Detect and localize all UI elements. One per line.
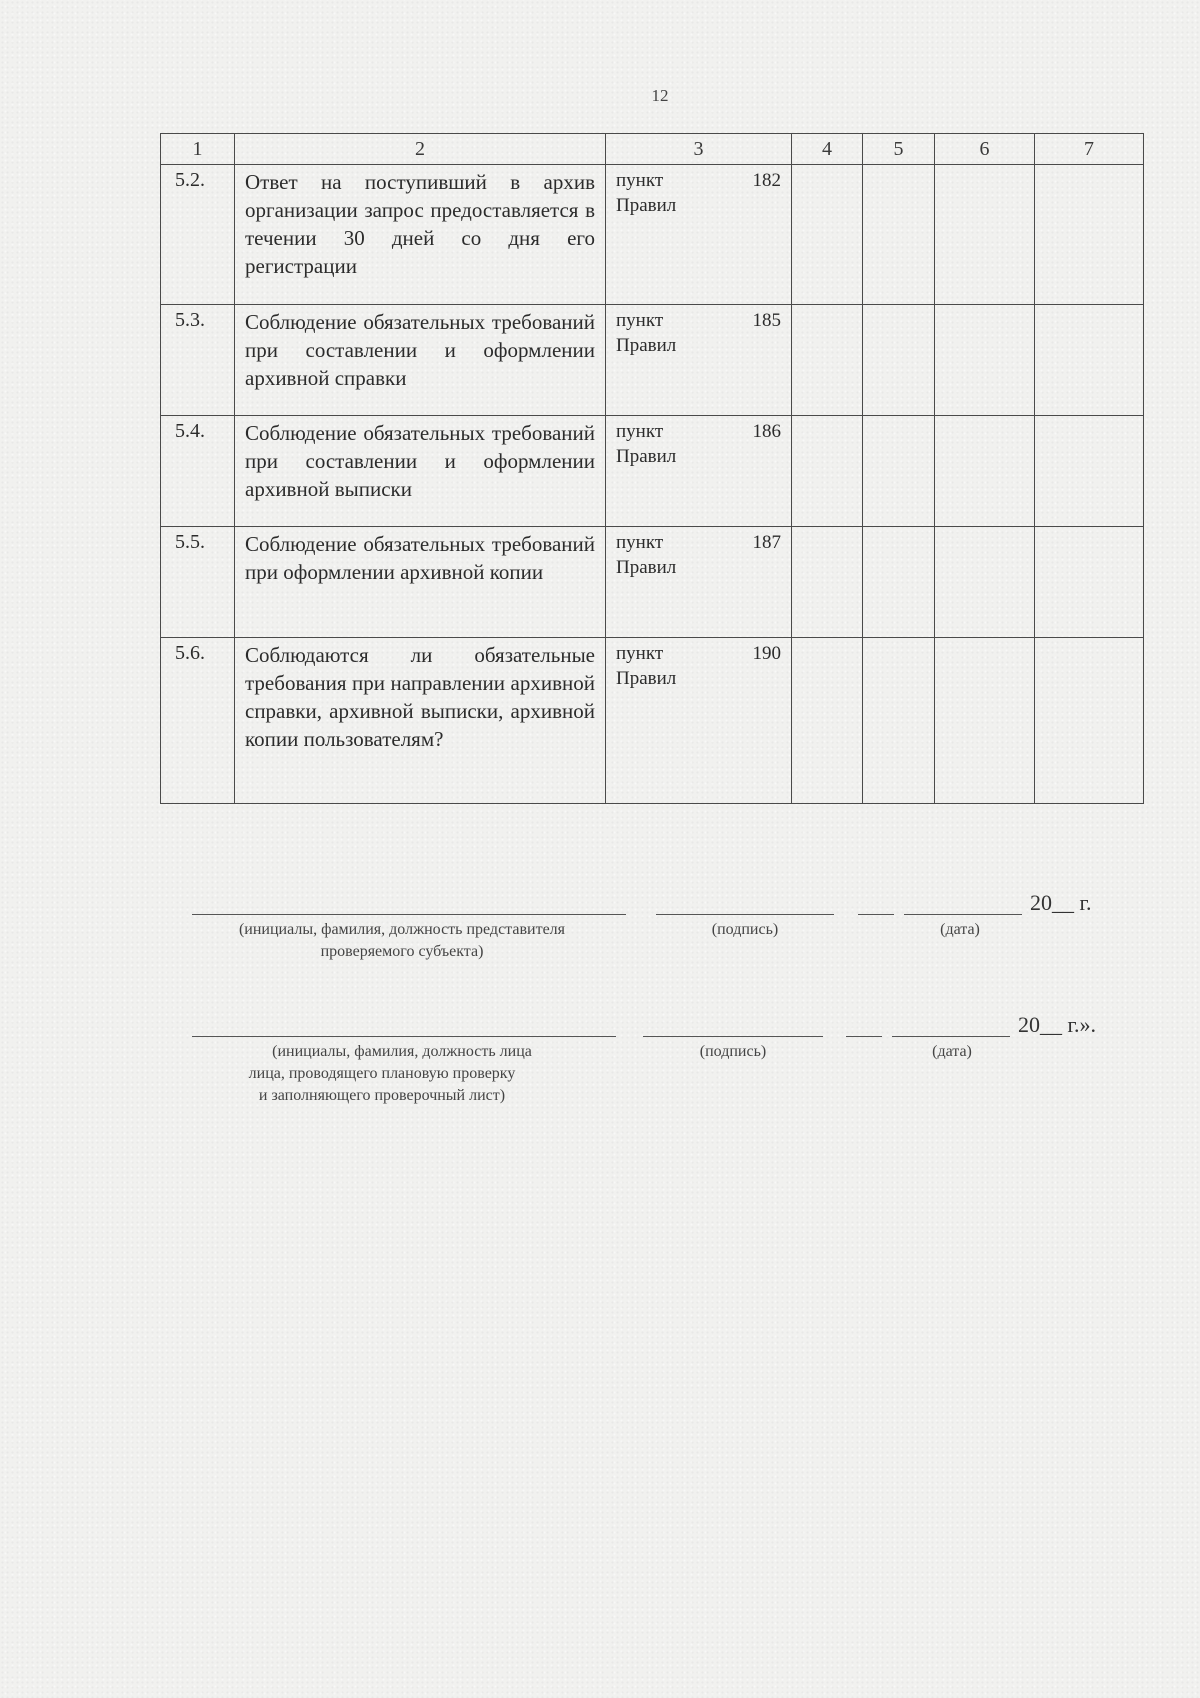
name-caption: (инициалы, фамилия, должность лица [272, 1043, 532, 1060]
table-row [161, 416, 1144, 527]
answer-cell [1035, 527, 1144, 638]
month-line [904, 914, 1022, 915]
reference-cell [606, 638, 792, 804]
reference-number: 190 [752, 643, 781, 664]
date-caption: (дата) [940, 921, 980, 938]
answer-cell [1035, 165, 1144, 305]
reference-word: пункт [616, 310, 664, 331]
month-line [892, 1036, 1010, 1037]
requirement-text: Соблюдение обязательных требований при оформлении архивной копии [235, 527, 606, 638]
answer-cell [792, 305, 863, 416]
answer-cell [792, 527, 863, 638]
table-row [161, 165, 1144, 305]
answer-cell [792, 416, 863, 527]
date-caption: (дата) [932, 1043, 972, 1060]
item-number: 5.5. [161, 527, 235, 638]
reference-cell [606, 305, 792, 416]
answer-cell [863, 416, 935, 527]
item-number: 5.2. [161, 165, 235, 305]
reference-number: 186 [752, 421, 781, 442]
answer-cell [1035, 416, 1144, 527]
signature-caption: (подпись) [711, 921, 779, 938]
signature-caption: (подпись) [699, 1043, 767, 1060]
reference-cell [606, 527, 792, 638]
reference-number: 187 [752, 532, 781, 553]
requirement-text: Соблюдение обязательных требований при составлении и оформлении архивной справки [235, 305, 606, 416]
reference-number: 185 [752, 310, 781, 331]
answer-cell [863, 527, 935, 638]
item-number: 5.6. [161, 638, 235, 804]
header-cell: 7 [1035, 134, 1144, 165]
page-number: 12 [651, 86, 669, 105]
reference-cell [606, 165, 792, 305]
reference-document: Правил [616, 335, 677, 356]
name-caption: и заполняющего проверочный лист) [258, 1087, 506, 1104]
reference-word: пункт [616, 643, 664, 664]
item-number: 5.3. [161, 305, 235, 416]
answer-cell [1035, 638, 1144, 804]
answer-cell [863, 305, 935, 416]
reference-document: Правил [616, 195, 677, 216]
answer-cell [935, 638, 1035, 804]
year-text: 20__ г. [1030, 890, 1092, 915]
answer-cell [935, 416, 1035, 527]
day-line [858, 914, 894, 915]
reference-document: Правил [616, 668, 677, 689]
signature-line [656, 914, 834, 915]
name-caption: проверяемого субъекта) [320, 943, 484, 960]
table-row [161, 638, 1144, 804]
item-number: 5.4. [161, 416, 235, 527]
answer-cell [935, 527, 1035, 638]
answer-cell [935, 305, 1035, 416]
header-cell: 5 [863, 134, 935, 165]
reference-cell [606, 416, 792, 527]
answer-cell [792, 165, 863, 305]
signature-line [643, 1036, 823, 1037]
answer-cell [863, 165, 935, 305]
table-row [161, 527, 1144, 638]
requirement-text: Соблюдение обязательных требований при составлении и оформлении архивной выписки [235, 416, 606, 527]
name-line [192, 914, 626, 915]
day-line [846, 1036, 882, 1037]
checklist-table [160, 133, 1144, 804]
answer-cell [935, 165, 1035, 305]
header-row [161, 134, 1144, 165]
name-caption: лица, проводящего плановую проверку [248, 1065, 516, 1082]
reference-document: Правил [616, 446, 677, 467]
reference-word: пункт [616, 170, 664, 191]
reference-number: 182 [752, 170, 781, 191]
answer-cell [863, 638, 935, 804]
header-cell: 2 [235, 134, 606, 165]
year-text: 20__ г.». [1018, 1012, 1097, 1037]
name-line [192, 1036, 616, 1037]
requirement-text: Соблюдаются ли обязательные требования при направлении архивной справки, архивной выписки, архивной копии пользователям? [235, 638, 606, 804]
header-cell: 1 [161, 134, 235, 165]
reference-word: пункт [616, 421, 664, 442]
requirement-text: Ответ на поступивший в архив организации запрос предоставляется в течении 30 дней со дня его регистрации [235, 165, 606, 305]
answer-cell [792, 638, 863, 804]
header-cell: 4 [792, 134, 863, 165]
name-caption: (инициалы, фамилия, должность представителя [238, 921, 566, 938]
answer-cell [1035, 305, 1144, 416]
table-row [161, 305, 1144, 416]
reference-document: Правил [616, 557, 677, 578]
header-cell: 3 [606, 134, 792, 165]
reference-word: пункт [616, 532, 664, 553]
header-cell: 6 [935, 134, 1035, 165]
